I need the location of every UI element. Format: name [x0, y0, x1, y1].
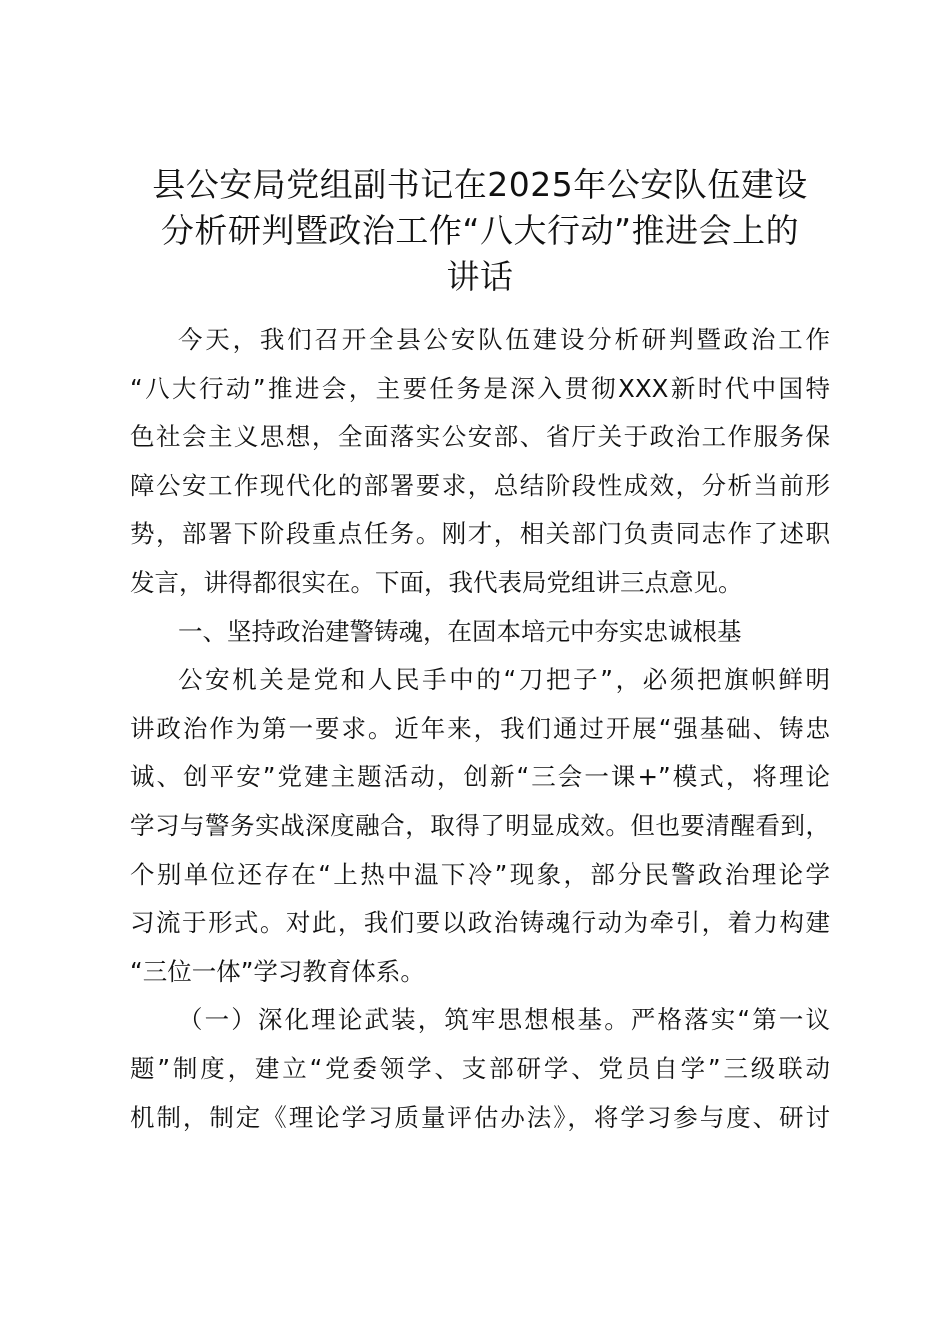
text-line: 题”制度，建立“党委领学、支部研学、党员自学”三级联动 [130, 1053, 830, 1083]
text-line: 机制，制定《理论学习质量评估办法》，将学习参与度、研讨 [130, 1102, 830, 1132]
text-line: 势，部署下阶段重点任务。刚才，相关部门负责同志作了述职 [130, 519, 830, 549]
text-line: 色社会主义思想，全面落实公安部、省厅关于政治工作服务保 [130, 422, 830, 452]
text-line: “八大行动”推进会，主要任务是深入贯彻XXX新时代中国特 [130, 373, 830, 403]
title-line: 讲话 [446, 257, 514, 296]
document-title [130, 162, 830, 300]
text-line: 习流于形式。对此，我们要以政治铸魂行动为牵引，着力构建 [130, 908, 830, 938]
title-line: 分析研判暨政治工作“八大行动”推进会上的 [160, 211, 800, 250]
text-line: 个别单位还存在“上热中温下冷”现象，部分民警政治理论学 [130, 859, 830, 889]
title-line: 县公安局党组副书记在2025年公安队伍建设 [152, 165, 808, 204]
document-body [130, 316, 830, 1142]
text-line: 诚、创平安”党建主题活动，创新“三会一课+”模式，将理论 [130, 762, 830, 792]
text-line: （一）深化理论武装，筑牢思想根基。严格落实“第一议 [178, 1005, 830, 1035]
text-line: 今天，我们召开全县公安队伍建设分析研判暨政治工作 [178, 325, 830, 354]
text-line: “三位一体”学习教育体系。 [130, 956, 425, 986]
text-line: 学习与警务实战深度融合，取得了明显成效。但也要清醒看到， [130, 810, 830, 840]
section-heading: 一、坚持政治建警铸魂，在固本培元中夯实忠诚根基 [178, 616, 742, 646]
text-line: 障公安工作现代化的部署要求，总结阶段性成效，分析当前形 [130, 470, 830, 500]
text-line: 讲政治作为第一要求。近年来，我们通过开展“强基础、铸忠 [130, 713, 830, 743]
document-page [130, 162, 830, 1142]
text-line: 发言，讲得都很实在。下面，我代表局党组讲三点意见。 [130, 567, 743, 597]
text-line: 公安机关是党和人民手中的“刀把子”，必须把旗帜鲜明 [178, 665, 830, 695]
